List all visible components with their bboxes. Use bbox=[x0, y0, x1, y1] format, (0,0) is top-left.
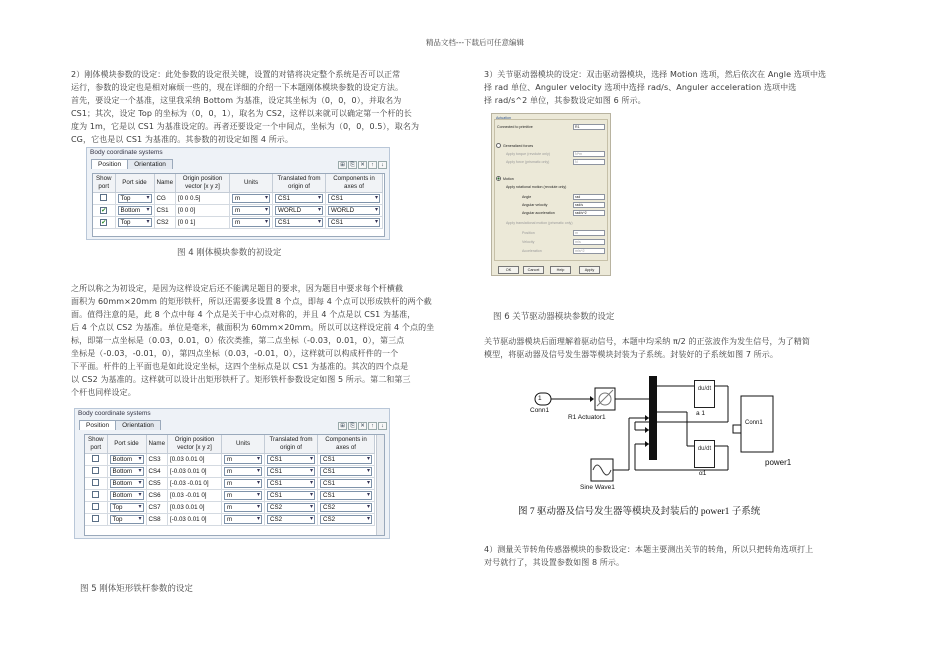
text-line: 个杆也同样设定。 bbox=[71, 388, 136, 397]
column-header: Units bbox=[230, 174, 273, 193]
text-line: 运行，参数的设定也是相对麻烦一些的，现在详细的介绍一下本题刚体模块参数的设定方法。 bbox=[71, 83, 404, 92]
apply-torque-label: Apply torque (revolute only) bbox=[506, 152, 550, 156]
velocity-unit: rad/s bbox=[575, 203, 583, 207]
tab-orientation[interactable]: Orientation bbox=[127, 159, 173, 169]
axes-dropdown[interactable]: WORLD ▾ bbox=[328, 206, 380, 215]
unit-dropdown[interactable]: m ▾ bbox=[224, 491, 262, 500]
text-line: 坐标是（-0.03，-0.01，0），第四点坐标（0.03，-0.01，0），这样就可以构成杆件的一个 bbox=[71, 349, 399, 358]
apply-force-label: Apply force (prismatic only) bbox=[506, 160, 550, 164]
show-port-checkbox[interactable]: ✔ bbox=[101, 220, 107, 226]
position-unit: m bbox=[575, 231, 578, 235]
move-down-icon[interactable]: ↓ bbox=[378, 161, 387, 169]
paragraph-rect-bar bbox=[71, 282, 434, 399]
move-up-icon[interactable]: ↑ bbox=[368, 161, 377, 169]
tvelocity-unit: m/s bbox=[575, 240, 581, 244]
table-row[interactable] bbox=[93, 193, 383, 205]
motion-radio[interactable] bbox=[496, 176, 501, 181]
rot-motion-label: Apply rotational motion (revolute only) bbox=[506, 185, 567, 189]
show-port-checkbox[interactable] bbox=[92, 503, 99, 510]
coordinate-grid bbox=[92, 173, 385, 237]
axes-dropdown[interactable]: CS1 ▾ bbox=[328, 194, 380, 203]
text-line: 面。值得注意的是，此 8 个点中每 4 个点是关于中心点对称的，并且 4 个点是以 CS1 为基准， bbox=[71, 310, 416, 319]
column-header: Origin position vector [x y z] bbox=[168, 435, 222, 454]
sine-label: Sine Wave1 bbox=[580, 484, 615, 491]
delete-icon[interactable]: ✕ bbox=[358, 161, 367, 169]
name-cell[interactable]: CS1 bbox=[156, 207, 169, 214]
text-line: 下平面。杆件的上平面也是如此设定坐标，这四个坐标点是以 CS1 为基准的。其次的四个点是 bbox=[71, 362, 409, 371]
unit-dropdown[interactable]: m ▾ bbox=[224, 467, 262, 476]
text-line: 择 rad 单位、Anguler velocity 选项中选择 rad/s、Anguler acceleration 选项中选 bbox=[484, 83, 797, 92]
position-unit-select[interactable] bbox=[573, 230, 605, 236]
copy-icon[interactable]: ⎘ bbox=[348, 161, 357, 169]
power1-conn-icon bbox=[733, 425, 741, 433]
help-button[interactable]: Help bbox=[550, 266, 571, 274]
tab-position[interactable]: Position bbox=[79, 420, 116, 430]
mux-bus-bar bbox=[649, 376, 657, 460]
derivative-block-2[interactable] bbox=[694, 440, 715, 468]
text-line: 度为 1m，它是以 CS1 为基准设定的。再者还要设定一个中间点，坐标为（0，0，0.5），取名为 bbox=[71, 122, 420, 131]
table-row[interactable] bbox=[85, 478, 375, 490]
name-cell[interactable]: CS3 bbox=[148, 456, 161, 463]
panel-title: Body coordinate systems bbox=[78, 410, 151, 417]
text-line: 标，即第一点坐标是（0.03，0.01，0）依次类推，第二点坐标（-0.03，0.01，0），第三点 bbox=[71, 336, 405, 345]
column-header: Translated from origin of bbox=[273, 174, 326, 193]
name-cell[interactable]: CS6 bbox=[148, 492, 161, 499]
axes-dropdown[interactable]: CS1 ▾ bbox=[320, 455, 372, 464]
dudt-label: du/dt bbox=[697, 386, 712, 392]
vec-cell[interactable]: [0 0 0] bbox=[178, 207, 196, 214]
simulink-diagram bbox=[505, 370, 835, 500]
text-line: 以 CS2 为基准的。这样就可以设计出矩形铁杆了。矩形铁杆参数设定如图 5 所示。第二和第三 bbox=[71, 375, 411, 384]
page-header: 精品文档---下载后可任意编辑 bbox=[425, 38, 525, 47]
position-label: Position bbox=[522, 231, 535, 235]
table-row[interactable] bbox=[93, 217, 383, 229]
side-dropdown[interactable]: Top ▾ bbox=[118, 218, 152, 227]
unit-dropdown[interactable]: m ▾ bbox=[224, 515, 262, 524]
from-dropdown[interactable]: CS1 ▾ bbox=[267, 467, 315, 476]
torque-unit-select[interactable] bbox=[573, 151, 605, 157]
text-line: 后 4 个点以 CS2 为基准。单位是毫米，截面积为 60mm×20mm。所以可以这样设定前 4 个点的坐 bbox=[71, 323, 435, 332]
fig5-caption: 图 5 刚体矩形铁杆参数的设定 bbox=[80, 584, 193, 594]
from-dropdown[interactable]: CS1 ▾ bbox=[267, 491, 315, 500]
column-header: Show port bbox=[85, 435, 107, 454]
side-dropdown[interactable]: Top ▾ bbox=[110, 515, 144, 524]
column-header: Show port bbox=[93, 174, 115, 193]
axes-dropdown[interactable]: CS1 ▾ bbox=[320, 467, 372, 476]
table-row[interactable] bbox=[85, 466, 375, 478]
text-line: 关节驱动器模块后面理解着驱动信号，本题中均采纳 π/2 的正弦波作为发生信号，为了精简 bbox=[484, 337, 810, 346]
delete-icon[interactable]: ✕ bbox=[358, 422, 367, 430]
vec-cell[interactable]: [0.03 0.01 0] bbox=[170, 504, 205, 511]
table-row[interactable] bbox=[93, 205, 383, 217]
add-row-icon[interactable]: ⊞ bbox=[338, 422, 347, 430]
tacceleration-label: Acceleration bbox=[522, 249, 542, 253]
actuator-label: R1 Actuator1 bbox=[568, 414, 606, 421]
connected-label: Connected to primitive bbox=[497, 125, 533, 129]
vec-cell[interactable]: [-0.03 0.01 0] bbox=[170, 468, 207, 475]
dudt-label: du/dt bbox=[697, 446, 712, 452]
axes-dropdown[interactable]: CS1 ▾ bbox=[320, 479, 372, 488]
coordinate-grid bbox=[84, 434, 385, 536]
text-line: 4）测量关节转角传感器模块的参数设定：本题主要测出关节的转角，所以只把转角选项打上 bbox=[484, 545, 814, 554]
column-header: Components in axes of bbox=[318, 435, 375, 454]
column-header: Port side bbox=[107, 435, 146, 454]
show-port-checkbox[interactable] bbox=[92, 479, 99, 486]
actuation-title: Actuation bbox=[496, 116, 511, 120]
body-coordinate-panel-fig4 bbox=[86, 147, 390, 240]
acceleration-unit: rad/s^2 bbox=[575, 211, 587, 215]
text-line: 对号就行了，其设置参数如图 8 所示。 bbox=[484, 558, 625, 567]
copy-icon[interactable]: ⎘ bbox=[348, 422, 357, 430]
show-port-checkbox[interactable]: ✔ bbox=[101, 208, 107, 214]
axes-dropdown[interactable]: CS2 ▾ bbox=[320, 503, 372, 512]
unit-dropdown[interactable]: m ▾ bbox=[232, 206, 270, 215]
show-port-checkbox[interactable] bbox=[92, 515, 99, 522]
table-row[interactable] bbox=[85, 514, 375, 526]
body-coordinate-panel-fig5 bbox=[74, 408, 390, 539]
name-cell[interactable]: CG bbox=[156, 195, 166, 202]
conn1-port-number: 1 bbox=[538, 395, 542, 402]
side-dropdown[interactable]: Bottom ▾ bbox=[118, 206, 152, 215]
side-dropdown[interactable]: Bottom ▾ bbox=[110, 455, 144, 464]
velocity-label: Angular velocity bbox=[522, 203, 548, 207]
fig6-caption: 图 6 关节驱动器模块参数的设定 bbox=[493, 312, 615, 322]
paragraph-subsystem bbox=[484, 335, 810, 361]
axes-dropdown[interactable]: CS1 ▾ bbox=[320, 491, 372, 500]
move-up-icon[interactable]: ↑ bbox=[368, 422, 377, 430]
name-cell[interactable]: CS2 bbox=[156, 219, 169, 226]
text-line: 之所以称之为初设定，是因为这样设定后还不能满足题目的要求，因为题目中要求每个杆横截 bbox=[71, 284, 404, 293]
actuation-dialog bbox=[491, 113, 611, 276]
column-header: Name bbox=[146, 435, 168, 454]
connected-select[interactable] bbox=[573, 124, 605, 130]
fig4-caption: 图 4 刚体模块参数的初设定 bbox=[177, 248, 282, 258]
text-line: 首先，要设定一个基准，这里我采纳 Bottom 为基准，设定其坐标为（0，0，0），并取名为 bbox=[71, 96, 402, 105]
connected-value: R1 bbox=[575, 125, 580, 129]
force-unit: N bbox=[575, 160, 578, 164]
tacceleration-unit: m/s^2 bbox=[575, 249, 585, 253]
angle-unit-select[interactable] bbox=[573, 194, 605, 200]
from-dropdown[interactable]: WORLD ▾ bbox=[275, 206, 323, 215]
text-line: 面积为 60mm×20mm 的矩形铁杆，所以还需要多设置 8 个点，即每 4 个点可以形成铁杆的两个截 bbox=[71, 297, 432, 306]
show-port-checkbox[interactable] bbox=[100, 194, 107, 201]
name-cell[interactable]: CS7 bbox=[148, 504, 161, 511]
side-dropdown[interactable]: Bottom ▾ bbox=[110, 479, 144, 488]
show-port-checkbox[interactable] bbox=[92, 491, 99, 498]
tacceleration-unit-select[interactable] bbox=[573, 248, 605, 254]
tvelocity-unit-select[interactable] bbox=[573, 239, 605, 245]
tvelocity-label: Velocity bbox=[522, 240, 535, 244]
text-line: CS1；其次，设定 Top 的坐标为（0，0，1），取名为 CS2，这样以来就可以确定第一个杆的长 bbox=[71, 109, 412, 118]
ok-button[interactable]: OK bbox=[498, 266, 519, 274]
name-cell[interactable]: CS4 bbox=[148, 468, 161, 475]
vec-cell[interactable]: [-0.03 0.01 0] bbox=[170, 516, 207, 523]
show-port-checkbox[interactable] bbox=[92, 455, 99, 462]
column-header: Components in axes of bbox=[326, 174, 383, 193]
from-dropdown[interactable]: CS2 ▾ bbox=[267, 503, 315, 512]
from-dropdown[interactable]: CS1 ▾ bbox=[267, 479, 315, 488]
name-cell[interactable]: CS8 bbox=[148, 516, 161, 523]
paragraph-sensor bbox=[484, 543, 813, 569]
conn1-label: Conn1 bbox=[530, 407, 550, 414]
column-header: Units bbox=[222, 435, 265, 454]
side-dropdown[interactable]: Top ▾ bbox=[118, 194, 152, 203]
table-row[interactable] bbox=[85, 502, 375, 514]
force-unit-select[interactable] bbox=[573, 159, 605, 165]
column-header: Translated from origin of bbox=[265, 435, 318, 454]
tab-orientation[interactable]: Orientation bbox=[115, 420, 161, 430]
fig7-caption: 图 7 驱动器及信号发生器等模块及封装后的 power1 子系统 bbox=[518, 507, 761, 517]
column-header: Origin position vector [x y z] bbox=[176, 174, 230, 193]
side-dropdown[interactable]: Top ▾ bbox=[110, 503, 144, 512]
from-dropdown[interactable]: CS1 ▾ bbox=[267, 455, 315, 464]
side-dropdown[interactable]: Bottom ▾ bbox=[110, 491, 144, 500]
unit-dropdown[interactable]: m ▾ bbox=[224, 455, 262, 464]
cancel-button[interactable]: Cancel bbox=[523, 266, 544, 274]
angle-unit: rad bbox=[575, 195, 581, 199]
paragraph-actuator bbox=[484, 68, 826, 107]
vec-cell[interactable]: [-0.03 -0.01 0] bbox=[170, 480, 209, 487]
derivative-block-1[interactable] bbox=[694, 380, 715, 408]
a1-label: a 1 bbox=[696, 410, 706, 417]
acceleration-unit-select[interactable] bbox=[573, 210, 605, 216]
name-cell[interactable]: CS5 bbox=[148, 480, 161, 487]
column-header: Name bbox=[154, 174, 176, 193]
trans-motion-label: Apply translational motion (prismatic only) bbox=[506, 221, 573, 225]
from-dropdown[interactable]: CS1 ▾ bbox=[275, 194, 323, 203]
text-line: CG，它也是以 CS1 为基准的。其参数的初设定如图 4 所示。 bbox=[71, 135, 293, 144]
tab-position[interactable]: Position bbox=[91, 159, 128, 169]
axes-dropdown[interactable]: CS1 ▾ bbox=[328, 218, 380, 227]
gen-forces-radio[interactable] bbox=[496, 143, 501, 148]
unit-dropdown[interactable]: m ▾ bbox=[232, 194, 270, 203]
apply-button[interactable]: Apply bbox=[579, 266, 600, 274]
text-line: 3）关节驱动器模块的设定：双击驱动器模块，选择 Motion 选项，然后依次在 Angle 选项中选 bbox=[484, 70, 827, 79]
text-line: 模型，将驱动器及信号发生器等模块封装为子系统。封装好的子系统如图 7 所示。 bbox=[484, 350, 778, 359]
unit-dropdown[interactable]: m ▾ bbox=[224, 503, 262, 512]
vertical-scrollbar[interactable] bbox=[376, 435, 384, 535]
subsystem-port-label: Conn1 bbox=[745, 420, 763, 426]
angle-label: Angle bbox=[522, 195, 532, 199]
from-dropdown[interactable]: CS1 ▾ bbox=[275, 218, 323, 227]
axes-dropdown[interactable]: CS2 ▾ bbox=[320, 515, 372, 524]
velocity-unit-select[interactable] bbox=[573, 202, 605, 208]
show-port-checkbox[interactable] bbox=[92, 467, 99, 474]
add-row-icon[interactable]: ⊞ bbox=[338, 161, 347, 169]
acceleration-label: Angular acceleration bbox=[522, 211, 555, 215]
unit-dropdown[interactable]: m ▾ bbox=[232, 218, 270, 227]
text-line: 择 rad/s^2 单位，其参数设定如图 6 所示。 bbox=[484, 96, 646, 105]
column-header: Port side bbox=[115, 174, 154, 193]
subsystem-name: power1 bbox=[765, 458, 792, 467]
vec-cell[interactable]: [0.03 -0.01 0] bbox=[170, 492, 207, 499]
unit-dropdown[interactable]: m ▾ bbox=[224, 479, 262, 488]
gen-forces-label: Generalized forces bbox=[503, 144, 534, 148]
table-row[interactable] bbox=[85, 454, 375, 466]
side-dropdown[interactable]: Bottom ▾ bbox=[110, 467, 144, 476]
alpha1-label: α1 bbox=[699, 470, 707, 477]
text-line: 2）刚体模块参数的设定：此处参数的设定很关键，设置的对错将决定整个系统是否可以正常 bbox=[71, 70, 401, 79]
panel-title: Body coordinate systems bbox=[90, 149, 163, 156]
torque-unit: N*m bbox=[575, 152, 582, 156]
vec-cell[interactable]: [0.03 0.01 0] bbox=[170, 456, 205, 463]
vec-cell[interactable]: [0 0 0.5] bbox=[178, 195, 201, 202]
table-row[interactable] bbox=[85, 490, 375, 502]
motion-label: Motion bbox=[503, 177, 514, 181]
from-dropdown[interactable]: CS2 ▾ bbox=[267, 515, 315, 524]
vec-cell[interactable]: [0 0 1] bbox=[178, 219, 196, 226]
move-down-icon[interactable]: ↓ bbox=[378, 422, 387, 430]
paragraph-rigid-body bbox=[71, 68, 419, 146]
